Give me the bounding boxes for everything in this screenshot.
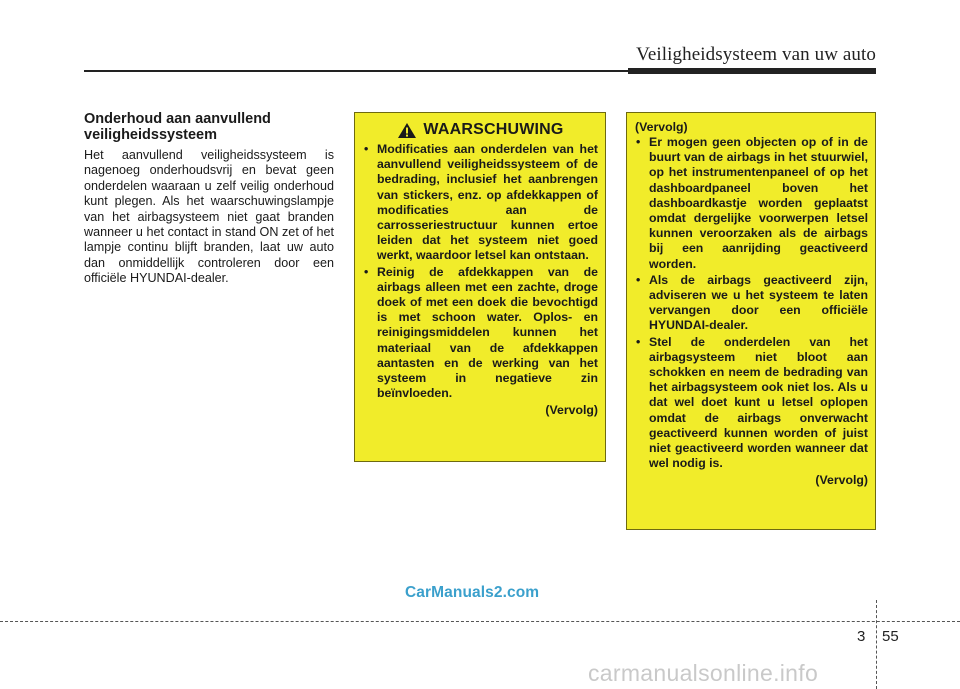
footer-site-link[interactable]: carmanualsonline.info (588, 660, 819, 686)
page-header-title: Veiligheidsysteem van uw auto (636, 44, 876, 65)
warning-bullet: • Modificaties aan onderdelen van het aanvullend veiligheidssysteem of de bedrading, inclusief het aanbrengen van stickers, enz. op afdekkappen of modificaties aan de carrosseriestructuur kunnen ertoe leiden dat het systeem niet goed werkt, waardoor letsel kan ontstaan. (363, 142, 598, 264)
warning-bullet: • Er mogen geen objecten op of in de buurt van de airbags in het stuurwiel, op het instrumentenpaneel of op het dashboardpaneel boven het dashboardkastje worden geplaatst omdat dergelijke voorwerpen letsel kunnen veroorzaken als de airbags bij een aanrijding geactiveerd worden. (635, 135, 868, 272)
continued-top-label: (Vervolg) (635, 120, 688, 134)
section-heading: Onderhoud aan aanvullend veiligheidssysteem (84, 111, 271, 143)
footer-divider (876, 600, 877, 689)
section-body-text: Het aanvullend veiligheidssysteem is nagenoeg onderhoudsvrij en bevat geen onderdelen waaraan u zelf veilig onderhoud kunt plegen. Als het waarschuwingslampje van het airbagsysteem niet gaat branden wanneer u het contact in stand ON zet of het lampje continu blijft branden, laat uw auto dan onmiddellijk controleren door een officiële HYUNDAI-dealer. (84, 148, 334, 286)
warning-bullet: • Stel de onderdelen van het airbagsysteem niet bloot aan schokken en neem de bedrading van het airbagsysteem ook niet los. Als u dat wel doet kunt u letsel oplopen omdat de airbags onverwacht geactiveerd kunnen worden of juist niet geactiveerd worden wanneer dat wel nodig is. (635, 335, 868, 472)
chapter-number: 3 (857, 628, 866, 645)
warning-list-1 (363, 142, 598, 401)
warning-title-text: WAARSCHUWING (423, 121, 564, 138)
warning-box-1 (354, 112, 606, 462)
warning-triangle-icon (397, 122, 417, 139)
continued-label: (Vervolg) (545, 403, 598, 418)
warning-bullet: • Als de airbags geactiveerd zijn, adviseren we u het systeem te laten vervangen door een officiële HYUNDAI-dealer. (635, 273, 868, 334)
continued-label: (Vervolg) (815, 473, 868, 488)
page-number: 55 (882, 628, 899, 645)
header-rule-accent (628, 68, 876, 74)
warning-title (363, 121, 598, 139)
watermark-link[interactable]: CarManuals2.com (405, 584, 540, 601)
warning-box-2 (626, 112, 876, 530)
warning-bullet: • Reinig de afdekkappen van de airbags alleen met een zachte, droge doek of met een doek die bevochtigd is met schoon water. Oplos- en reinigingsmiddelen kunnen het materiaal van de afdekkappen aantasten en de werking van het systeem in negatieve zin beïnvloeden. (363, 265, 598, 402)
footer-rule (0, 621, 960, 622)
warning-list-2 (635, 135, 868, 471)
